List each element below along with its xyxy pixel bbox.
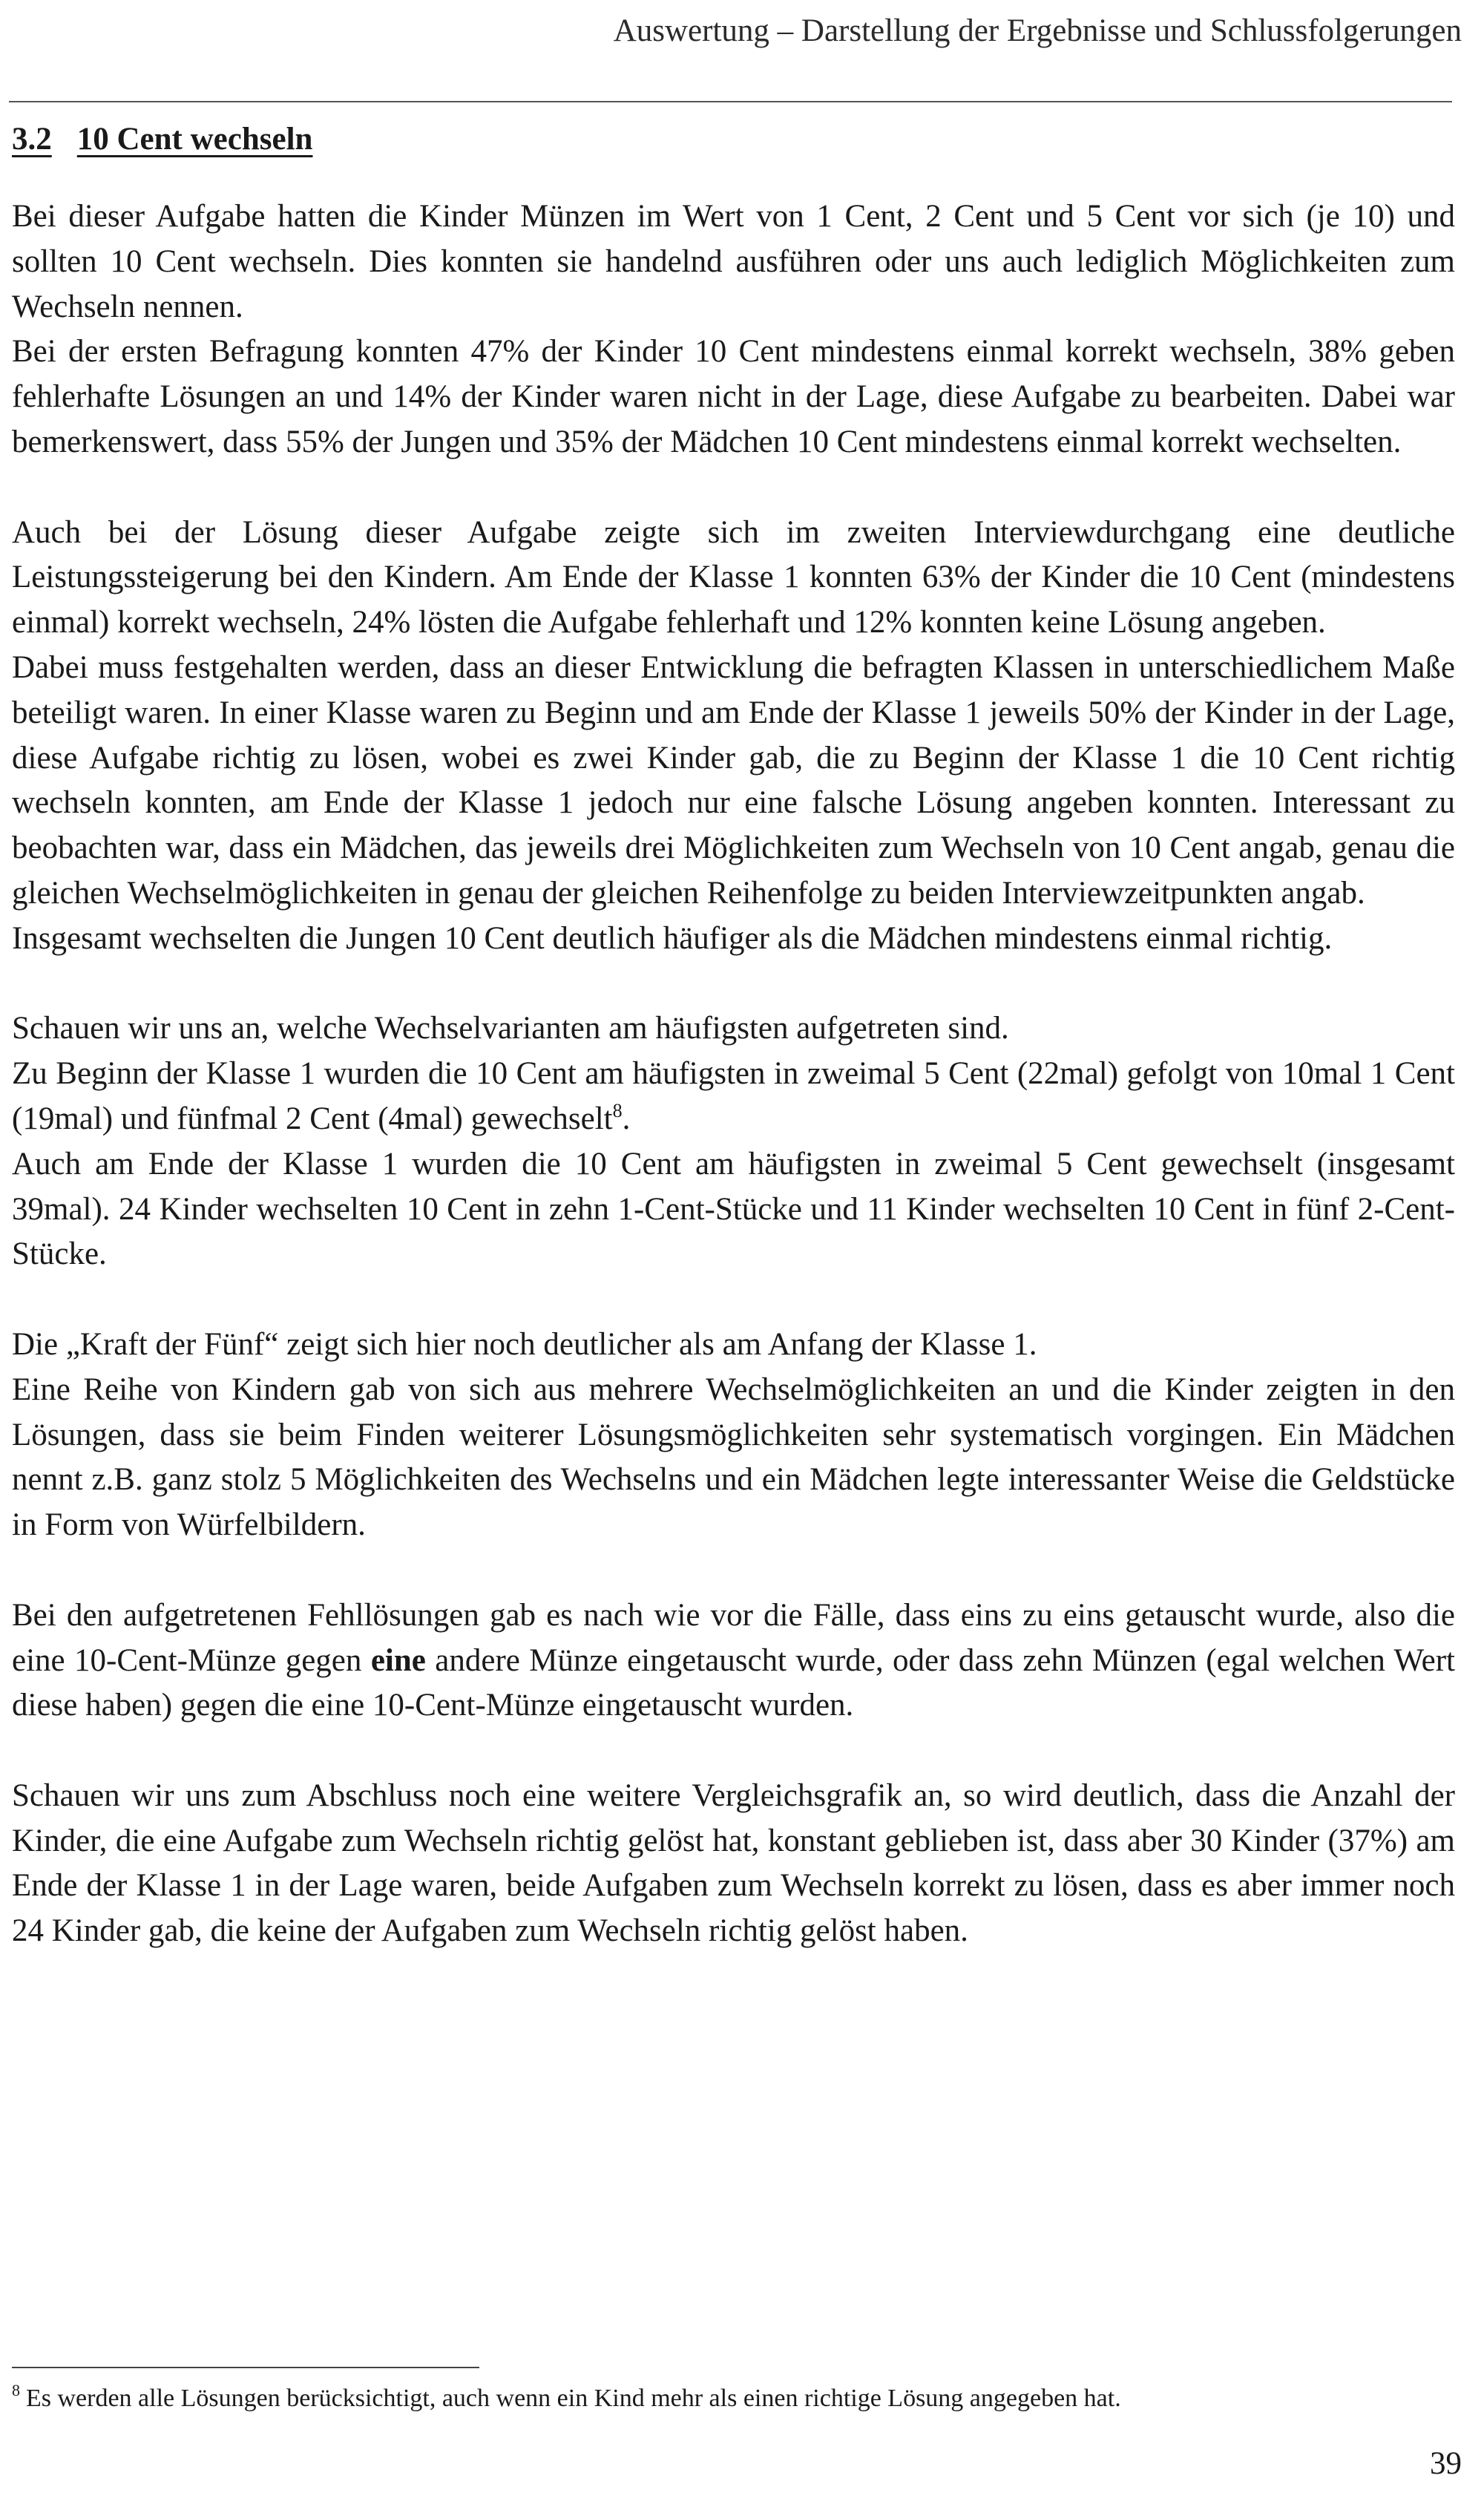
- section-title: 10 Cent wechseln: [76, 122, 313, 157]
- paragraph: Schauen wir uns an, welche Wechselvarianten am häufigsten aufgetreten sind.: [12, 1011, 1009, 1046]
- paragraph: Zu Beginn der Klasse 1 wurden die 10 Cent am häufigsten in zweimal 5 Cent (22mal) gefolgt von 10mal 1 Cent (19mal) und fünfmal 2 Cent (4mal) gewechselt$^8$.: [12, 1056, 1455, 1136]
- paragraph: Auch bei der Lösung dieser Aufgabe zeigte sich im zweiten Interviewdurchgang eine deutliche Leistungssteigerung bei den Kindern. Am Ende der Klasse 1 konnten 63% der Kinder die 10 Cent (mindestens einmal) korrekt wechseln, 24% lösten die Aufgabe fehlerhaft und 12% konnten keine Lösung angeben.: [12, 514, 1455, 640]
- paragraph: Auch am Ende der Klasse 1 wurden die 10 Cent am häufigsten in zweimal 5 Cent gewechselt (insgesamt 39mal). 24 Kinder wechselten 10 Cent in zehn 1-Cent-Stücke und 11 Kinder wechselten 10 Cent in fünf 2-Cent-Stücke.: [12, 1146, 1455, 1272]
- footnote: [12, 2381, 1121, 2416]
- section-number: 3.2: [12, 122, 52, 157]
- running-header: Auswertung – Darstellung der Ergebnisse und Schlussfolgerungen: [613, 13, 1462, 48]
- section-heading: [12, 117, 312, 162]
- emphasis: eine: [370, 1642, 426, 1678]
- paragraph: [12, 1593, 1455, 1729]
- paragraph-text: Zu Beginn der Klasse 1 wurden die 10 Cent am häufigsten in zweimal 5 Cent (22mal) gefolgt von 10mal 1 Cent (19mal) und fünfmal 2 Cent (4mal) gewechselt: [12, 1056, 1455, 1136]
- paragraph-text: andere Münze eingetauscht wurde, oder dass zehn Münzen (egal welchen Wert diese haben) gegen die eine 10-Cent-Münze eingetauscht wurden.: [12, 1642, 1455, 1723]
- footnote-text: Es werden alle Lösungen berücksichtigt, auch wenn ein Kind mehr als einen richtige Lösung angegeben hat.: [26, 2385, 1121, 2412]
- header-rule: [9, 101, 1452, 102]
- paragraph-text: Bei den aufgetretenen Fehllösungen gab es nach wie vor die Fälle, dass eins zu eins getauscht wurde, also die eine 10-Cent-Münze gegen: [12, 1597, 1455, 1678]
- body-text: [12, 194, 1455, 1954]
- paragraph: Schauen wir uns zum Abschluss noch eine weitere Vergleichsgrafik an, so wird deutlich, dass die Anzahl der Kinder, die eine Aufgabe zum Wechseln richtig gelöst hat, konstant geblieben ist, dass aber 30 Kinder (37%) am Ende der Klasse 1 in der Lage waren, beide Aufgaben zum Wechseln korrekt zu lösen, dass es aber immer noch 24 Kinder gab, die keine der Aufgaben zum Wechseln richtig gelöst haben.: [12, 1777, 1455, 1949]
- paragraph: Bei dieser Aufgabe hatten die Kinder Münzen im Wert von 1 Cent, 2 Cent und 5 Cent vor sich (je 10) und sollten 10 Cent wechseln. Dies konnten sie handelnd ausführen oder uns auch lediglich Möglichkeiten zum Wechseln nennen.: [12, 199, 1455, 324]
- footnote-marker: 8: [12, 2381, 20, 2399]
- footnote-reference: 8: [612, 1099, 623, 1121]
- paragraph: Eine Reihe von Kindern gab von sich aus mehrere Wechselmöglichkeiten an und die Kinder zeigten in den Lösungen, dass sie beim Finden weiterer Lösungsmöglichkeiten sehr systematisch vorgingen. Ein Mädchen nennt z.B. ganz stolz 5 Möglichkeiten des Wechselns und ein Mädchen legte interessanter Weise die Geldstücke in Form von Würfelbildern.: [12, 1372, 1455, 1543]
- page-number: 39: [1430, 2446, 1462, 2481]
- footnote-rule: [12, 2367, 479, 2368]
- paragraph: Die „Kraft der Fünf“ zeigt sich hier noch deutlicher als am Anfang der Klasse 1.: [12, 1326, 1037, 1362]
- paragraph: Dabei muss festgehalten werden, dass an dieser Entwicklung die befragten Klassen in unterschiedlichem Maße beteiligt waren. In einer Klasse waren zu Beginn und am Ende der Klasse 1 jeweils 50% der Kinder in der Lage, diese Aufgabe richtig zu lösen, wobei es zwei Kinder gab, die zu Beginn der Klasse 1 die 10 Cent richtig wechseln konnten, am Ende der Klasse 1 jedoch nur eine falsche Lösung angeben konnten. Interessant zu beobachten war, dass ein Mädchen, das jeweils drei Möglichkeiten zum Wechseln von 10 Cent angab, genau die gleichen Wechselmöglichkeiten in genau der gleichen Reihenfolge zu beiden Interviewzeitpunkten angab.: [12, 649, 1455, 911]
- paragraph: Insgesamt wechselten die Jungen 10 Cent deutlich häufiger als die Mädchen mindestens einmal richtig.: [12, 920, 1333, 956]
- paragraph: Bei der ersten Befragung konnten 47% der Kinder 10 Cent mindestens einmal korrekt wechseln, 38% geben fehlerhafte Lösungen an und 14% der Kinder waren nicht in der Lage, diese Aufgabe zu bearbeiten. Dabei war bemerkenswert, dass 55% der Jungen und 35% der Mädchen 10 Cent mindestens einmal korrekt wechselten.: [12, 334, 1455, 459]
